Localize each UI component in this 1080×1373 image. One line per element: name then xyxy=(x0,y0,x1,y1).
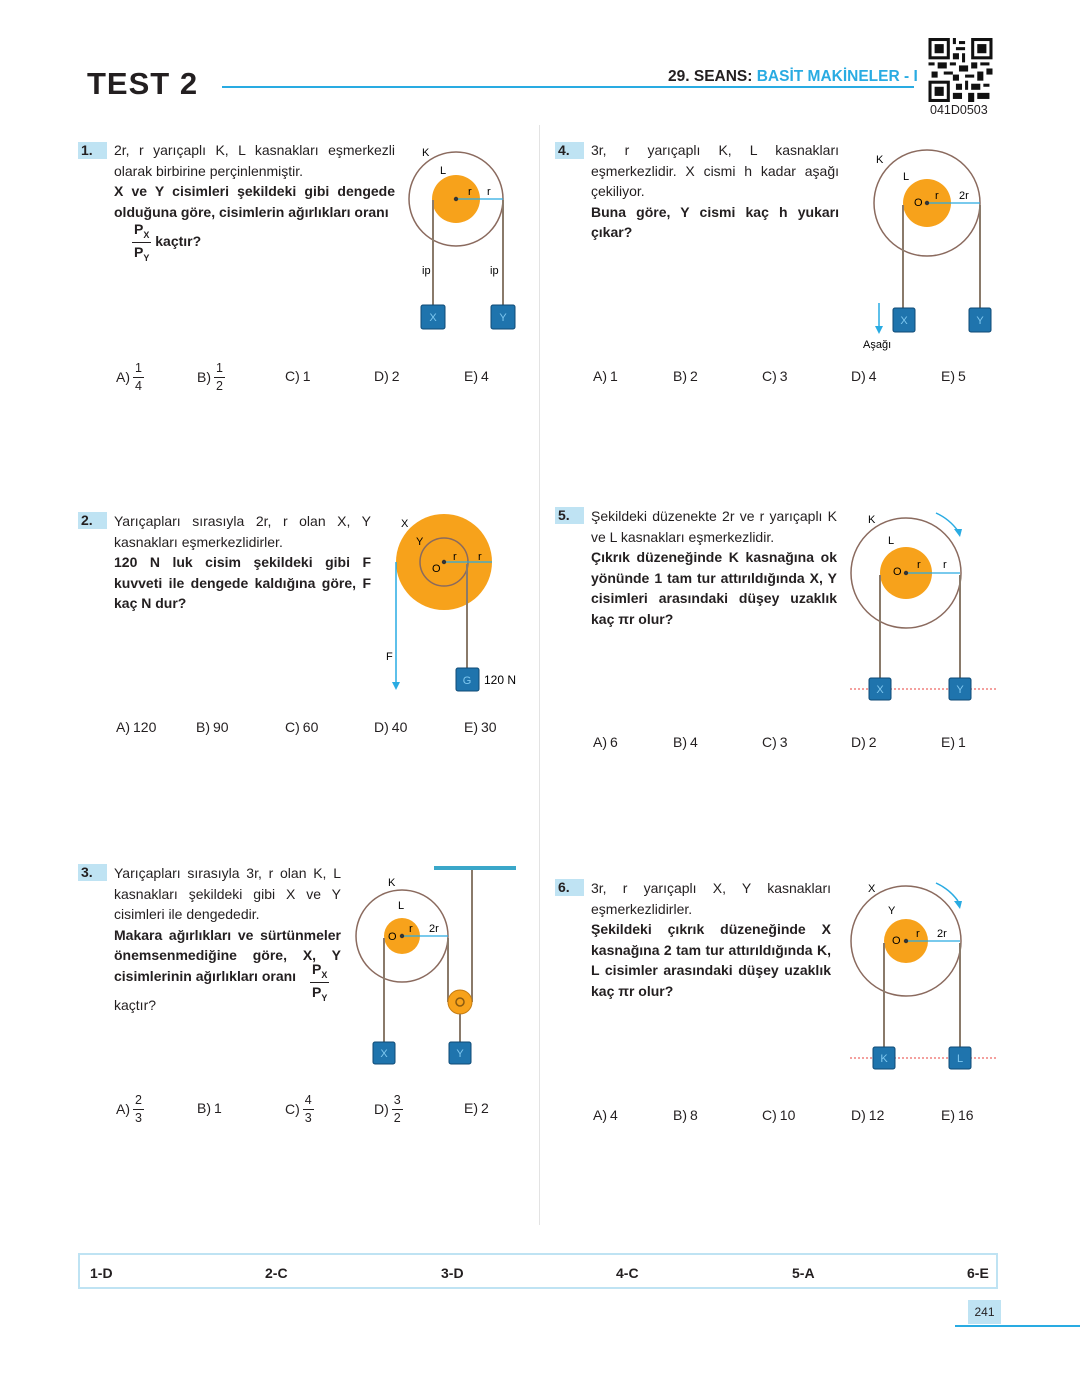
answer-choices xyxy=(593,734,993,764)
choice-e[interactable]: E) 30 xyxy=(464,719,497,735)
question-text xyxy=(114,863,341,986)
choice-e[interactable]: E) 4 xyxy=(464,368,489,384)
label-outer: K xyxy=(876,154,884,166)
answer-choices xyxy=(116,719,516,749)
answer-key-item: 2-C xyxy=(265,1265,288,1281)
pulley-figure xyxy=(855,145,1005,355)
label-down-arrow: Aşağı xyxy=(863,339,892,351)
label-outer: X xyxy=(868,883,876,895)
label-center: O xyxy=(914,197,923,209)
label-r1: r xyxy=(935,190,939,202)
pulley-figure xyxy=(400,140,525,340)
choice-d[interactable]: D) 2 xyxy=(374,368,400,384)
question-text xyxy=(591,140,839,243)
answer-key-item: 3-D xyxy=(441,1265,464,1281)
question-prompt: X ve Y cisimleri şekildeki gibi dengede olduğuna göre, cisimlerin ağırlıkları oranı xyxy=(114,183,395,220)
answer-key-item: 6-E xyxy=(967,1265,989,1281)
mass-y: Y xyxy=(456,1048,464,1060)
column-divider xyxy=(539,125,540,1225)
label-inner: L xyxy=(398,900,405,912)
choice-b[interactable]: B) 90 xyxy=(196,719,229,735)
answer-key-item: 4-C xyxy=(616,1265,639,1281)
label-center: O xyxy=(893,566,902,578)
label-inner: L xyxy=(888,535,895,547)
choice-e[interactable]: E) 16 xyxy=(941,1107,974,1123)
question-tail: kaçtır? xyxy=(155,233,202,249)
weight-ratio: $\frac{P_X}{P_Y}$ xyxy=(134,221,150,263)
choice-b[interactable]: B) 8 xyxy=(673,1107,698,1123)
label-r2: r xyxy=(943,559,947,571)
choice-d[interactable]: D) 40 xyxy=(374,719,408,735)
session-title xyxy=(668,68,918,86)
question-prompt: Makara ağırlıkları ve sürtünmeler önemsenmediğine göre, X, Y cisimlerinin ağırlıkları oranı xyxy=(114,926,341,984)
choice-e[interactable]: E) 1 xyxy=(941,734,966,750)
question-number: 4. xyxy=(555,142,584,159)
choice-c[interactable]: C) 3 xyxy=(762,734,788,750)
answer-key-item: 5-A xyxy=(792,1265,815,1281)
page-number: 241 xyxy=(968,1300,1001,1324)
ratio-expression xyxy=(132,222,201,263)
test-title: TEST 2 xyxy=(87,66,199,101)
question-text xyxy=(114,511,371,614)
question-text xyxy=(591,878,831,1001)
choice-c[interactable]: C) 60 xyxy=(285,719,319,735)
question-number: 2. xyxy=(78,512,107,529)
mass-weight: 120 N xyxy=(484,673,517,687)
choice-a[interactable]: A) $\frac{1}{4}$ xyxy=(116,361,142,393)
mass-x: X xyxy=(380,1048,388,1060)
choice-b[interactable]: B) 1 xyxy=(197,1100,222,1116)
label-outer: K xyxy=(422,147,430,159)
label-rope-right: ip xyxy=(490,265,499,277)
label-r1: r xyxy=(917,559,921,571)
label-inner: L xyxy=(903,171,910,183)
label-r1: r xyxy=(453,551,457,563)
answer-key xyxy=(78,1253,998,1289)
question-statement: 2r, r yarıçaplı K, L kasnakları eşmerkezli olarak birbirine perçinlenmiştir. xyxy=(114,142,395,179)
question-statement: Yarıçapları sırasıyla 2r, r olan X, Y kasnakları eşmerkezlidirler. xyxy=(114,513,371,550)
answer-choices xyxy=(116,1094,516,1124)
session-name: BASİT MAKİNELER - I xyxy=(756,68,918,85)
label-force: F xyxy=(386,651,393,663)
choice-b[interactable]: B) 2 xyxy=(673,368,698,384)
pulley-figure xyxy=(846,505,1001,710)
label-r2: 2r xyxy=(429,923,439,935)
qr-code-icon[interactable] xyxy=(928,38,993,102)
label-inner: L xyxy=(440,165,447,177)
mass-x: X xyxy=(876,684,884,696)
question-text xyxy=(591,506,837,629)
mass-x: X xyxy=(900,315,908,327)
question-number: 1. xyxy=(78,142,107,159)
session-prefix: 29. SEANS: xyxy=(668,68,753,85)
label-r2: r xyxy=(478,551,482,563)
label-outer: K xyxy=(388,877,396,889)
mass-y: Y xyxy=(499,312,507,324)
label-r2: r xyxy=(487,186,491,198)
question-statement: Yarıçapları sırasıyla 3r, r olan K, L kasnakları şekildeki gibi X ve Y cisimleri ile dengededir. xyxy=(114,865,341,922)
question-tail: kaçtır? xyxy=(114,997,157,1013)
choice-d[interactable]: D) 2 xyxy=(851,734,877,750)
choice-c[interactable]: C) $\frac{4}{3}$ xyxy=(285,1093,312,1125)
choice-d[interactable]: D) $\frac{3}{2}$ xyxy=(374,1093,401,1125)
choice-a[interactable]: A) 4 xyxy=(593,1107,618,1123)
choice-d[interactable]: D) 12 xyxy=(851,1107,885,1123)
question-prompt: 120 N luk cisim şekildeki gibi F kuvveti ile dengede kaldığına göre, F kaç N dur? xyxy=(114,554,371,611)
question-number: 3. xyxy=(78,864,107,881)
choice-a[interactable]: A) 6 xyxy=(593,734,618,750)
footer-rule xyxy=(955,1325,1080,1327)
question-prompt: Şekildeki çıkrık düzeneğinde X kasnağına 2 tam tur attırıldığında K, L cisimler arasındaki düşey uzaklık kaç πr olur? xyxy=(591,921,831,999)
mass-k: K xyxy=(880,1053,888,1065)
question-prompt: Çıkrık düzeneğinde K kasnağına ok yönünde 1 tam tur attırıldığında X, Y cisimleri arasındaki düşey uzaklık kaç πr olur? xyxy=(591,549,837,627)
label-inner: Y xyxy=(888,905,896,917)
choice-c[interactable]: C) 10 xyxy=(762,1107,796,1123)
question-statement: 3r, r yarıçaplı K, L kasnakları eşmerkezlidir. X cismi h kadar aşağı çekiliyor. xyxy=(591,142,839,199)
label-center: O xyxy=(432,563,441,575)
answer-choices xyxy=(593,368,993,398)
label-center: O xyxy=(388,931,397,943)
pulley-figure xyxy=(846,875,1001,1080)
choice-e[interactable]: E) 5 xyxy=(941,368,966,384)
label-outer: X xyxy=(401,518,409,530)
label-r1: r xyxy=(916,928,920,940)
choice-c[interactable]: C) 3 xyxy=(762,368,788,384)
mass-l: L xyxy=(956,1053,964,1065)
choice-a[interactable]: A) 1 xyxy=(593,368,618,384)
choice-b[interactable]: B) $\frac{1}{2}$ xyxy=(197,361,223,393)
weight-ratio: $\frac{P_X}{P_Y}$ xyxy=(312,961,328,1003)
mass-y: Y xyxy=(956,684,964,696)
pulley-figure xyxy=(380,510,525,700)
question-number: 5. xyxy=(555,507,584,524)
label-center: O xyxy=(892,935,901,947)
question-number: 6. xyxy=(555,879,584,896)
answer-key-item: 1-D xyxy=(90,1265,113,1281)
choice-a[interactable]: A) 120 xyxy=(116,719,157,735)
label-rope-left: ip xyxy=(422,265,431,277)
label-r1: r xyxy=(409,923,413,935)
label-r2: 2r xyxy=(937,928,947,940)
question-prompt: Buna göre, Y cismi kaç h yukarı çıkar? xyxy=(591,203,839,240)
choice-c[interactable]: C) 1 xyxy=(285,368,311,384)
pulley-figure xyxy=(350,862,525,1072)
ratio-expression xyxy=(310,962,329,1003)
answer-choices xyxy=(593,1107,993,1137)
choice-d[interactable]: D) 4 xyxy=(851,368,877,384)
mass-g: G xyxy=(462,675,472,687)
question-text xyxy=(114,140,395,223)
choice-a[interactable]: A) $\frac{2}{3}$ xyxy=(116,1093,142,1125)
label-inner: Y xyxy=(416,536,424,548)
label-r1: r xyxy=(468,186,472,198)
label-outer: K xyxy=(868,514,876,526)
mass-y: Y xyxy=(976,315,984,327)
question-statement: 3r, r yarıçaplı X, Y kasnakları eşmerkezlidirler. xyxy=(591,880,831,917)
qr-code-label: 041D0503 xyxy=(930,103,988,117)
header-rule xyxy=(222,86,914,88)
question-statement: Şekildeki düzenekte 2r ve r yarıçaplı K ve L kasnakları eşmerkezlidir. xyxy=(591,508,837,545)
mass-x: X xyxy=(429,312,437,324)
label-r2: 2r xyxy=(959,190,969,202)
choice-e[interactable]: E) 2 xyxy=(464,1100,489,1116)
choice-b[interactable]: B) 4 xyxy=(673,734,698,750)
answer-choices xyxy=(116,362,516,392)
